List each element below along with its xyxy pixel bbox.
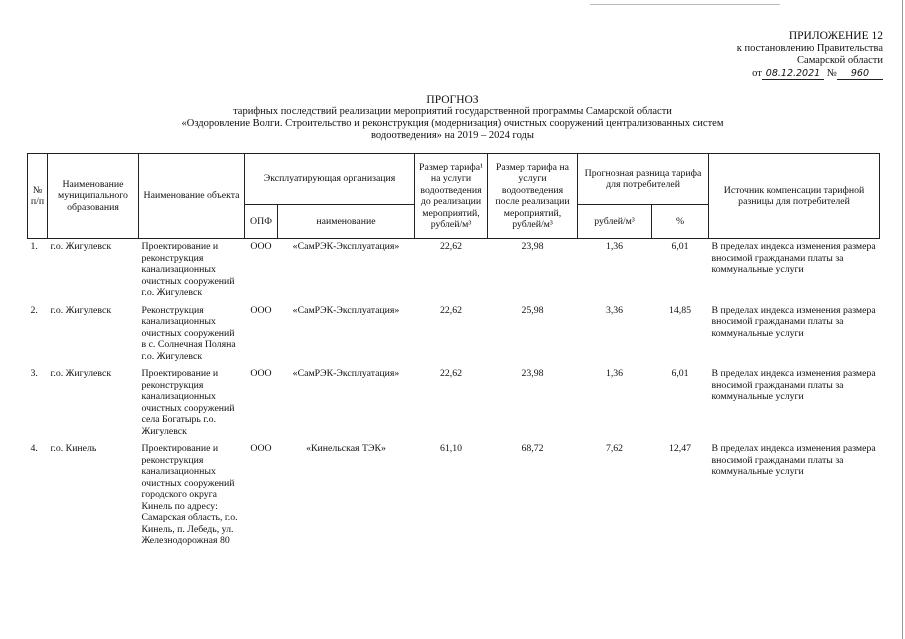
heading-title: ПРОГНОЗ <box>426 94 479 106</box>
cell-org: «Кинельская ТЭК» <box>306 443 386 454</box>
cell-after: 68,72 <box>521 443 544 454</box>
header-tariff-before: Размер тарифа¹ на услуги водоотведения до реализации мероприятий, рублей/м³ <box>415 154 488 239</box>
cell-before: 22,62 <box>439 368 463 379</box>
header-object: Наименование объекта <box>139 154 245 239</box>
heading-line1: тарифных последствий реализации мероприятий государственной программы Самарской области <box>233 106 672 117</box>
appendix-title: ПРИЛОЖЕНИЕ 12 <box>788 30 883 42</box>
header-num: № п/п <box>28 154 48 239</box>
cell-diff-rub: 3,36 <box>605 304 624 316</box>
header-diff: Прогнозная разница тарифа для потребителей <box>578 154 709 205</box>
cell-object: Проектирование и реконструкция канализационных очистных сооружений г.о. Жигулевск <box>141 241 235 298</box>
cell-after: 23,98 <box>521 368 544 379</box>
appendix-line2: Самарской области <box>797 55 883 66</box>
cell-source: В пределах индекса изменения размера вносимой гражданами платы за коммунальные услуги <box>711 241 876 275</box>
table-row <box>28 441 880 551</box>
header-municipality: Наименование муниципального образования <box>48 154 139 239</box>
cell-source: В пределах индекса изменения размера вносимой гражданами платы за коммунальные услуги <box>711 304 876 339</box>
appendix-block <box>737 30 883 80</box>
cell-object: Проектирование и реконструкция канализационных очистных сооружений городского округа Кинель по адресу: Самарская область, г.о. Кинель, п. Лебедь, ул. Железнодорожная 80 <box>141 443 238 546</box>
cell-municipality: г.о. Кинель <box>50 443 97 454</box>
header-source: Источник компенсации тарифной разницы для потребителей <box>709 154 880 239</box>
cell-diff-pct: 6,01 <box>671 241 689 252</box>
cell-opf: ООО <box>250 241 272 252</box>
cell-diff-pct: 14,85 <box>669 304 692 316</box>
cell-opf: ООО <box>250 304 272 316</box>
heading-line3: водоотведения» на 2019 – 2024 годы <box>371 130 534 141</box>
cell-municipality: г.о. Жигулевск <box>50 241 112 252</box>
appendix-no: № <box>826 67 837 79</box>
cell-municipality: г.о. Жигулевск <box>50 368 112 379</box>
scan-edge-line-right <box>902 0 903 639</box>
appendix-date: 08.12.2021 <box>762 68 824 80</box>
forecast-table <box>27 153 880 551</box>
cell-diff-rub: 7,62 <box>605 443 624 454</box>
header-diff-rub: рублей/м³ <box>578 205 652 239</box>
appendix-number: 960 <box>837 68 883 80</box>
header-diff-pct: % <box>652 205 709 239</box>
cell-after: 23,98 <box>521 241 544 252</box>
cell-municipality: г.о. Жигулевск <box>50 304 112 316</box>
cell-diff-rub: 1,36 <box>605 241 624 252</box>
cell-diff-rub: 1,36 <box>605 368 624 379</box>
cell-num: 2. <box>30 304 38 316</box>
header-opf: ОПФ <box>245 205 278 239</box>
appendix-date-line <box>752 68 883 81</box>
cell-org: «СамРЭК-Эксплуатация» <box>292 241 400 252</box>
appendix-from: от <box>752 67 762 79</box>
cell-diff-pct: 12,47 <box>669 443 692 454</box>
cell-diff-pct: 6,01 <box>671 368 689 379</box>
cell-source: В пределах индекса изменения размера вносимой гражданами платы за коммунальные услуги <box>711 368 876 402</box>
header-org-name: наименование <box>278 205 415 239</box>
cell-opf: ООО <box>250 368 272 379</box>
header-tariff-after: Размер тарифа на услуги водоотведения после реализации мероприятий, рублей/м³ <box>488 154 578 239</box>
cell-num: 3. <box>30 368 38 379</box>
table-row <box>28 303 880 367</box>
heading-line2: «Оздоровление Волги. Строительство и реконструкция (модернизация) очистных сооружений централизованных систем <box>181 118 724 129</box>
cell-object: Реконструкция канализационных очистных сооружений в с. Солнечная Поляна г.о. Жигулевск <box>141 304 236 362</box>
cell-num: 1. <box>30 241 38 252</box>
cell-after: 25,98 <box>521 304 544 316</box>
table-row <box>28 366 880 441</box>
scan-edge-line <box>590 4 780 5</box>
cell-org: «СамРЭК-Эксплуатация» <box>292 304 400 316</box>
cell-num: 4. <box>30 443 38 454</box>
cell-object: Проектирование и реконструкция канализационных очистных сооружений села Богатырь г.о. Жигулевск <box>141 368 235 437</box>
cell-opf: ООО <box>250 443 272 454</box>
header-org: Эксплуатирующая организация <box>245 154 415 205</box>
table-row <box>28 239 880 303</box>
cell-before: 22,62 <box>439 241 463 252</box>
cell-source: В пределах индекса изменения размера вносимой гражданами платы за коммунальные услуги <box>711 443 876 477</box>
document-heading <box>0 94 905 142</box>
cell-before: 61,10 <box>439 443 463 454</box>
cell-before: 22,62 <box>439 304 463 316</box>
cell-org: «СамРЭК-Эксплуатация» <box>292 368 400 379</box>
appendix-line1: к постановлению Правительства <box>736 42 883 54</box>
